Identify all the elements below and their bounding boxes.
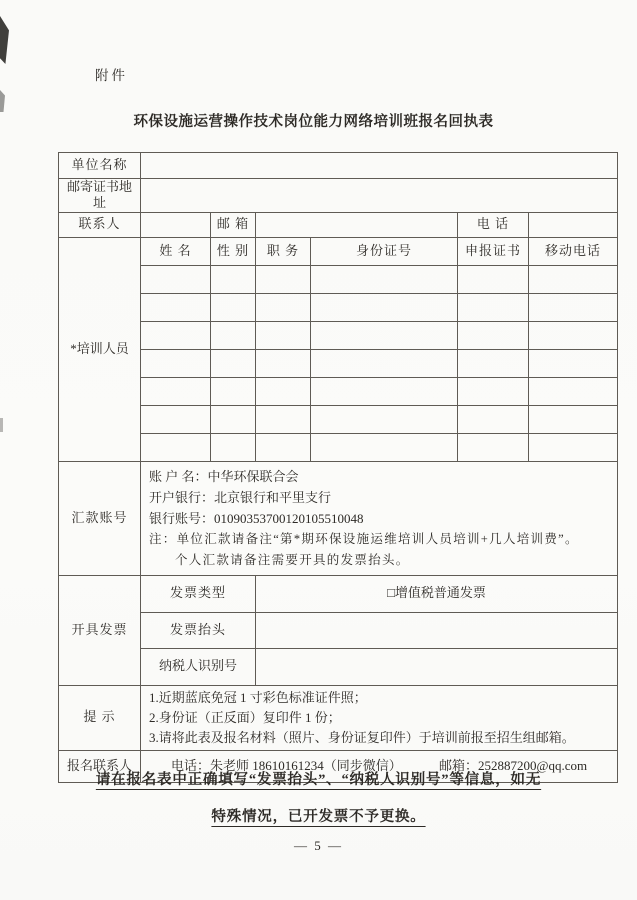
remittance-account-name: 账 户 名：中华环保联合会 xyxy=(149,468,299,484)
col-header-gender: 性 别 xyxy=(211,237,256,265)
email-label: 邮 箱 xyxy=(211,212,256,237)
trainee-empty-cell xyxy=(211,293,256,321)
row-mail-address xyxy=(59,179,618,213)
trainee-empty-cell xyxy=(458,349,529,377)
trainee-empty-row xyxy=(59,405,618,433)
footer-note xyxy=(0,768,637,842)
row-invoice-type xyxy=(59,575,618,612)
trainee-empty-cell xyxy=(311,349,458,377)
col-header-id-number: 身份证号 xyxy=(311,237,458,265)
footer-note-line-1: 请在报名表中正确填写“发票抬头”、“纳税人识别号”等信息，如无 xyxy=(95,772,542,788)
registration-contact-email: 邮箱：252887200@qq.com xyxy=(438,757,588,773)
trainee-empty-cell xyxy=(211,265,256,293)
trainee-empty-cell xyxy=(141,321,211,349)
tip-line: 2.身份证（正反面）复印件 1 份； xyxy=(149,709,341,725)
col-header-mobile: 移动电话 xyxy=(529,237,618,265)
footer-note-line-2: 特殊情况，已开发票不予更换。 xyxy=(211,809,426,825)
tip-line: 1.近期蓝底免冠 1 寸彩色标准证件照； xyxy=(149,689,367,705)
trainee-empty-cell xyxy=(256,405,311,433)
trainee-empty-cell xyxy=(458,265,529,293)
trainees-label: *培训人员 xyxy=(59,237,141,461)
unit-name-label: 单位名称 xyxy=(59,153,141,179)
trainee-empty-cell xyxy=(311,433,458,461)
trainee-empty-cell xyxy=(529,433,618,461)
registration-contact-phone: 电话：朱老师 18610161234（同步微信） xyxy=(170,757,402,773)
trainee-empty-cell xyxy=(529,377,618,405)
invoice-type-checkbox-option: □增值税普通发票 xyxy=(256,575,618,612)
col-header-name: 姓 名 xyxy=(141,237,211,265)
registration-form-table xyxy=(58,152,618,783)
trainee-empty-cell xyxy=(529,265,618,293)
trainee-empty-cell xyxy=(458,405,529,433)
email-value-cell xyxy=(256,212,458,237)
remittance-note-1: 注：单位汇款请备注“第*期环保设施运维培训人员培训+几人培训费”。 xyxy=(149,531,579,546)
registration-contact-label: 报名联系人 xyxy=(59,750,141,782)
trainee-empty-cell xyxy=(529,405,618,433)
trainee-empty-cell xyxy=(256,265,311,293)
trainee-empty-row xyxy=(59,321,618,349)
tips-label: 提 示 xyxy=(59,685,141,750)
trainee-empty-cell xyxy=(141,377,211,405)
col-header-certificate: 申报证书 xyxy=(458,237,529,265)
trainee-empty-cell xyxy=(141,265,211,293)
trainee-empty-cell xyxy=(458,433,529,461)
phone-label: 电 话 xyxy=(458,212,529,237)
trainee-empty-cell xyxy=(256,293,311,321)
row-remittance xyxy=(59,461,618,575)
mail-address-label: 邮寄证书地址 xyxy=(59,179,141,213)
trainee-empty-cell xyxy=(211,377,256,405)
trainee-empty-row xyxy=(59,293,618,321)
trainee-empty-cell xyxy=(256,433,311,461)
trainee-empty-cell xyxy=(458,293,529,321)
remittance-label: 汇款账号 xyxy=(59,461,141,575)
invoice-title-label: 发票抬头 xyxy=(141,612,256,648)
invoice-title-value-cell xyxy=(256,612,618,648)
trainee-empty-row xyxy=(59,377,618,405)
trainee-empty-row xyxy=(59,349,618,377)
row-tips xyxy=(59,685,618,750)
trainee-empty-cell xyxy=(529,349,618,377)
trainee-empty-cell xyxy=(529,321,618,349)
row-unit-name xyxy=(59,153,618,179)
trainee-empty-row xyxy=(59,433,618,461)
trainee-empty-cell xyxy=(256,377,311,405)
scan-artifact xyxy=(0,418,3,432)
tips-content-cell xyxy=(141,685,618,750)
invoice-label: 开具发票 xyxy=(59,575,141,685)
trainee-empty-cell xyxy=(311,265,458,293)
contact-value-cell xyxy=(141,212,211,237)
taxpayer-id-label: 纳税人识别号 xyxy=(141,648,256,685)
unit-name-value-cell xyxy=(141,153,618,179)
col-header-position: 职 务 xyxy=(256,237,311,265)
trainee-empty-row xyxy=(59,265,618,293)
phone-value-cell xyxy=(529,212,618,237)
trainee-empty-cell xyxy=(141,433,211,461)
trainee-empty-cell xyxy=(211,433,256,461)
invoice-type-label: 发票类型 xyxy=(141,575,256,612)
remittance-account-no: 银行账号：01090353700120105510048 xyxy=(149,510,364,526)
scan-artifact xyxy=(0,16,9,64)
contact-label: 联系人 xyxy=(59,212,141,237)
trainee-empty-cell xyxy=(458,321,529,349)
row-contact xyxy=(59,212,618,237)
row-invoice-title xyxy=(59,612,618,648)
remittance-note-2: 个人汇款请备注需要开具的发票抬头。 xyxy=(175,552,410,567)
page-title: 环保设施运营操作技术岗位能力网络培训班报名回执表 xyxy=(133,114,494,130)
trainee-empty-cell xyxy=(211,405,256,433)
trainee-empty-cell xyxy=(141,405,211,433)
trainee-empty-cell xyxy=(311,321,458,349)
trainee-empty-cell xyxy=(141,349,211,377)
trainee-empty-cell xyxy=(311,377,458,405)
trainee-empty-cell xyxy=(256,321,311,349)
tip-line: 3.请将此表及报名材料（照片、身份证复印件）于培训前报至招生组邮箱。 xyxy=(149,729,575,745)
trainee-empty-cell xyxy=(529,293,618,321)
attachment-label: 附件 xyxy=(95,68,128,83)
trainee-empty-cell xyxy=(141,293,211,321)
remittance-bank: 开户银行：北京银行和平里支行 xyxy=(149,489,332,505)
mail-address-value-cell xyxy=(141,179,618,213)
scan-artifact xyxy=(0,90,5,112)
trainee-empty-cell xyxy=(256,349,311,377)
taxpayer-id-value-cell xyxy=(256,648,618,685)
trainee-empty-cell xyxy=(311,405,458,433)
trainee-empty-cell xyxy=(211,321,256,349)
row-taxpayer-id xyxy=(59,648,618,685)
remittance-content-cell xyxy=(141,461,618,575)
trainee-header-row xyxy=(59,237,618,265)
trainee-empty-cell xyxy=(211,349,256,377)
trainee-empty-cell xyxy=(311,293,458,321)
page-number: — 5 — xyxy=(294,838,343,853)
trainee-empty-cell xyxy=(458,377,529,405)
